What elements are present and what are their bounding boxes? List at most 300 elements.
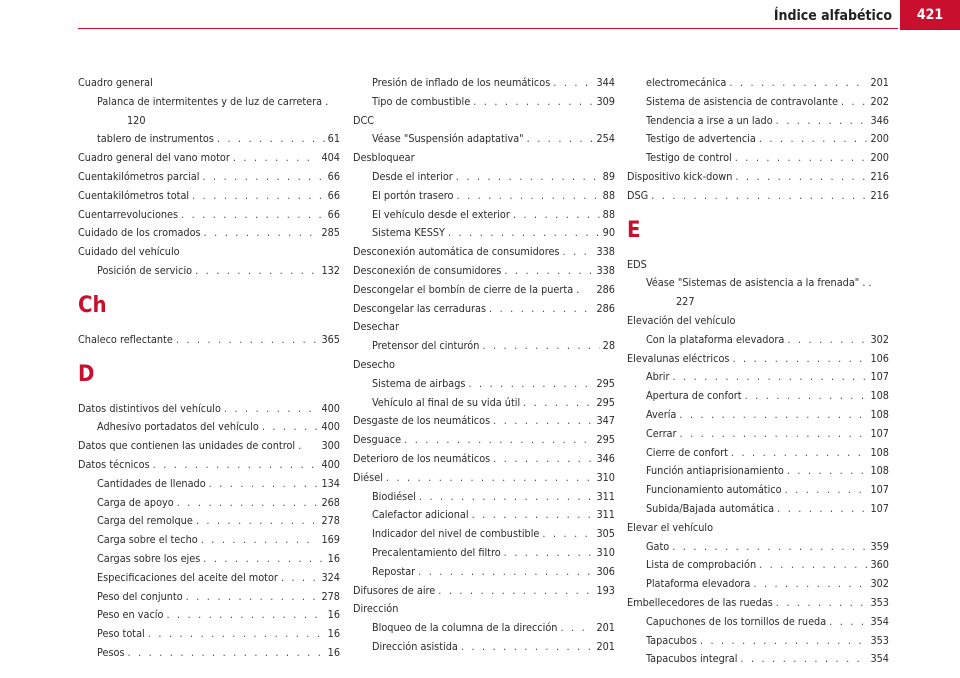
index-line [646, 500, 889, 519]
entry-term: Desgaste de los neumáticos [353, 414, 491, 428]
entry-term: Dirección [353, 602, 399, 616]
entry-page-number: 227 [676, 295, 695, 309]
leader-dots [489, 300, 593, 319]
entry-term: Desechar [353, 320, 399, 334]
index-subentry [78, 644, 340, 663]
entry-page-number: 309 [596, 94, 615, 108]
index-line [97, 550, 340, 569]
index-line [97, 418, 340, 437]
leader-dots [841, 93, 868, 112]
leader-dots [456, 168, 600, 187]
index-line [97, 588, 340, 607]
index-line [372, 563, 615, 582]
entry-page-number: 359 [870, 539, 889, 553]
index-subentry [627, 406, 889, 425]
entry-term: Elevación del vehículo [627, 313, 736, 327]
leader-dots [202, 168, 324, 187]
index-line [372, 638, 615, 657]
index-line [646, 368, 889, 387]
entry-page-number: 353 [870, 595, 889, 609]
leader-dots [448, 224, 600, 243]
index-letter-heading: D [78, 361, 95, 387]
entry-page-number: 107 [870, 426, 889, 440]
entry-term: Desde el interior [372, 169, 453, 183]
leader-dots [192, 187, 325, 206]
leader-dots [196, 512, 319, 531]
entry-term: Avería [646, 407, 677, 421]
entry-term: Datos técnicos [78, 457, 150, 471]
entry-term: Tapacubos [646, 633, 697, 647]
entry-term: Elevar el vehículo [627, 520, 714, 534]
index-line [353, 300, 615, 319]
index-line [353, 243, 615, 262]
leader-dots [224, 400, 319, 419]
leader-dots [504, 262, 593, 281]
entry-page-number: 302 [870, 332, 889, 346]
entry-page-number: 61 [327, 132, 340, 146]
entry-term: Deterioro de los neumáticos [353, 451, 491, 465]
index-column-3 [627, 74, 889, 669]
entry-term: Datos distintivos del vehículo [78, 401, 221, 415]
leader-dots [560, 619, 593, 638]
index-line [646, 538, 889, 557]
leader-dots [787, 331, 867, 350]
entry-page-number: 66 [327, 188, 340, 202]
entry-page-number: 360 [870, 558, 889, 572]
index-subentry [353, 506, 615, 525]
index-line [97, 262, 340, 281]
index-line [646, 556, 889, 575]
entry-term: Embellecedores de las ruedas [627, 595, 773, 609]
leader-dots [195, 262, 318, 281]
index-subentry [627, 425, 889, 444]
entry-term: Bloqueo de la columna de la dirección [372, 621, 558, 635]
index-entry [78, 331, 340, 350]
index-line [372, 619, 615, 638]
entry-term: Repostar [372, 564, 416, 578]
index-subentry [353, 563, 615, 582]
index-line [353, 431, 615, 450]
index-line [97, 606, 340, 625]
entry-page-number: 354 [870, 614, 889, 628]
index-entry [78, 456, 340, 475]
index-subentry [627, 613, 889, 632]
entry-term: Desbloquear [353, 151, 415, 165]
entry-term: electromecánica [646, 76, 727, 89]
entry-term: tablero de instrumentos [97, 132, 214, 146]
entry-term: Con la plataforma elevadora [646, 332, 785, 346]
index-line [646, 74, 889, 93]
entry-term: Capuchones de los tornillos de rueda [646, 614, 827, 628]
entry-page-number: 278 [321, 589, 340, 603]
index-line [97, 475, 340, 494]
leader-dots [493, 450, 593, 469]
leader-dots [493, 412, 593, 431]
index-entry [78, 206, 340, 225]
entry-page-number: 201 [596, 621, 615, 635]
entry-page-number: 278 [321, 514, 340, 528]
index-subentry [353, 337, 615, 356]
leader-dots [542, 525, 593, 544]
entry-page-number: 134 [321, 476, 340, 490]
index-entry [627, 256, 889, 275]
entry-term: Cuadro general del vano motor [78, 151, 230, 165]
index-line [372, 375, 615, 394]
leader-gap [579, 281, 596, 300]
leader-dots [745, 387, 868, 406]
entry-page-number: 268 [321, 495, 340, 509]
entry-page-number: 286 [596, 301, 615, 315]
index-subentry [353, 130, 615, 149]
index-line [97, 130, 340, 149]
entry-term: Adhesivo portadatos del vehículo [97, 420, 259, 434]
leader-dots [419, 488, 594, 507]
page-header [0, 0, 960, 34]
leader-dots [473, 93, 593, 112]
index-line [627, 594, 889, 613]
index-subentry [627, 481, 889, 500]
index-line [646, 481, 889, 500]
entry-page-number: 200 [870, 151, 889, 165]
index-line [353, 582, 615, 601]
entry-page-number: 346 [870, 113, 889, 127]
index-line [372, 206, 615, 225]
leader-dots [201, 531, 319, 550]
leader-dots [651, 187, 867, 206]
index-entry [353, 300, 615, 319]
leader-dots [418, 563, 593, 582]
entry-term: Desguace [353, 433, 402, 447]
index-letter-heading: E [627, 217, 641, 243]
leader-dots [461, 638, 594, 657]
index-entry [627, 350, 889, 369]
index-subentry [78, 262, 340, 281]
index-line [372, 394, 615, 413]
index-entry [78, 400, 340, 419]
index-subentry [627, 575, 889, 594]
index-line [372, 506, 615, 525]
index-entry [78, 224, 340, 243]
entry-term: Precalentamiento del filtro [372, 545, 501, 559]
index-subentry [627, 112, 889, 131]
entry-term: Datos que contienen las unidades de control . [78, 439, 302, 453]
leader-dots [457, 187, 600, 206]
entry-page-number: 107 [870, 483, 889, 497]
leader-dots [438, 582, 593, 601]
index-entry [627, 519, 889, 538]
entry-page-number: 310 [596, 470, 615, 484]
entry-term: Sistema de airbags [372, 376, 466, 390]
index-column-1 [78, 74, 340, 663]
entry-term: Tipo de combustible [372, 94, 471, 108]
entry-term: Descongelar las cerraduras [353, 301, 487, 315]
leader-dots [776, 112, 868, 131]
index-line [78, 400, 340, 419]
entry-term: Indicador del nivel de combustible [372, 527, 540, 541]
entry-term: Especificaciones del aceite del motor [97, 570, 278, 584]
entry-page-number: 400 [321, 420, 340, 434]
entry-term: Elevalunas eléctricos [627, 351, 730, 365]
index-line [646, 613, 889, 632]
index-entry [78, 149, 340, 168]
leader-dots [735, 168, 867, 187]
entry-page-number: 201 [596, 639, 615, 653]
index-subentry [78, 550, 340, 569]
leader-dots [759, 130, 868, 149]
index-subentry [353, 224, 615, 243]
index-subentry [353, 187, 615, 206]
leader-dots [472, 506, 594, 525]
leader-dots [217, 130, 325, 149]
leader-dots [203, 550, 324, 569]
entry-term: Vehículo al final de su vida útil [372, 395, 521, 409]
entry-term: Desecho [353, 357, 395, 371]
index-line [353, 450, 615, 469]
entry-page-number: 344 [596, 76, 615, 89]
entry-page-number: 16 [327, 645, 340, 659]
leader-dots [523, 394, 593, 413]
leader-dots [262, 418, 319, 437]
index-line [78, 206, 340, 225]
entry-term: Plataforma elevadora [646, 577, 751, 591]
leader-dots [735, 149, 868, 168]
index-subentry [627, 149, 889, 168]
index-subentry [627, 632, 889, 651]
index-subentry [78, 418, 340, 437]
leader-dots [527, 130, 594, 149]
entry-page-number: 108 [870, 389, 889, 403]
index-line [372, 525, 615, 544]
entry-term: Cuentakilómetros parcial [78, 169, 200, 183]
entry-page-number: 324 [321, 570, 340, 584]
index-subentry [353, 619, 615, 638]
leader-dots [753, 575, 867, 594]
index-entry [353, 243, 615, 262]
leader-dots [468, 375, 593, 394]
index-line [372, 93, 615, 112]
index-line [646, 406, 889, 425]
entry-page-number: 89 [602, 169, 615, 183]
entry-page-number: 347 [596, 414, 615, 428]
index-line [97, 625, 340, 644]
leader-dots [209, 475, 319, 494]
entry-term: DSG [627, 188, 649, 202]
index-subentry [627, 500, 889, 519]
entry-term: Cuentakilómetros total [78, 188, 190, 202]
entry-page-number: 354 [870, 652, 889, 666]
index-subentry [627, 387, 889, 406]
entry-page-number: 66 [327, 169, 340, 183]
index-subentry [627, 444, 889, 463]
entry-term: Difusores de aire [353, 583, 436, 597]
index-line [372, 488, 615, 507]
index-entry [627, 168, 889, 187]
leader-dots [731, 444, 868, 463]
index-subentry [78, 588, 340, 607]
entry-page-number: 107 [870, 370, 889, 384]
index-subentry [627, 368, 889, 387]
entry-term: Subida/Bajada automática [646, 501, 775, 515]
leader-dots [233, 149, 319, 168]
entry-term: Testigo de advertencia [646, 132, 756, 146]
leader-gap [301, 437, 321, 456]
index-subentry [353, 394, 615, 413]
entry-page-number: 353 [870, 633, 889, 647]
entry-page-number: 300 [321, 439, 340, 453]
index-subentry [353, 375, 615, 394]
entry-term: El portón trasero [372, 188, 454, 202]
index-subentry [353, 168, 615, 187]
leader-dots [729, 74, 867, 93]
index-subentry [353, 525, 615, 544]
entry-page-number: 311 [596, 489, 615, 503]
index-line [97, 569, 340, 588]
index-subentry [627, 331, 889, 350]
index-line [627, 187, 889, 206]
index-line [646, 93, 889, 112]
entry-page-number: 295 [596, 376, 615, 390]
index-subentry [353, 74, 615, 93]
entry-page-number: 310 [596, 545, 615, 559]
index-line [372, 337, 615, 356]
entry-page-number: 311 [596, 508, 615, 522]
entry-term: Descongelar el bombín de cierre de la puerta . [353, 282, 580, 296]
index-letter-heading: Ch [78, 292, 107, 318]
entry-term: Sistema de asistencia de contravolante [646, 94, 838, 108]
leader-dots [553, 74, 593, 93]
leader-dots [787, 462, 868, 481]
index-entry [78, 74, 340, 93]
index-subentry [353, 638, 615, 657]
entry-page-number: 88 [602, 188, 615, 202]
index-subentry [78, 494, 340, 513]
entry-page-number: 286 [596, 282, 615, 296]
index-line [97, 644, 340, 663]
entry-term: Dirección asistida [372, 639, 458, 653]
entry-term: Carga de apoyo [97, 495, 174, 509]
index-line [646, 387, 889, 406]
leader-dots [563, 243, 594, 262]
entry-term: EDS [627, 257, 647, 271]
entry-page-number: 306 [596, 564, 615, 578]
index-subentry [353, 488, 615, 507]
index-subentry [78, 569, 340, 588]
index-line [646, 112, 889, 131]
entry-term: Chaleco reflectante [78, 332, 173, 346]
leader-dots [177, 494, 319, 513]
leader-dots [777, 500, 867, 519]
entry-term: Carga del remolque [97, 514, 193, 528]
entry-page-number: 88 [602, 207, 615, 221]
index-subentry [78, 531, 340, 550]
entry-term: Peso total [97, 627, 145, 641]
index-line [353, 412, 615, 431]
entry-page-number: 108 [870, 407, 889, 421]
entry-term: Función antiaprisionamiento [646, 464, 784, 478]
entry-term: Carga sobre el techo [97, 533, 198, 547]
index-entry [78, 437, 340, 456]
entry-page-number: 305 [596, 527, 615, 541]
index-entry [78, 243, 340, 262]
index-entry [353, 356, 615, 375]
entry-page-number: 107 [870, 501, 889, 515]
index-entry [627, 187, 889, 206]
entry-term: Cargas sobre los ejes [97, 551, 201, 565]
index-subentry [627, 650, 889, 669]
index-line [646, 575, 889, 594]
entry-page-number: 338 [596, 263, 615, 277]
entry-page-number: 285 [321, 226, 340, 240]
index-line [646, 632, 889, 651]
index-line [372, 187, 615, 206]
entry-term: Peso en vacío [97, 608, 164, 622]
index-entry [353, 450, 615, 469]
leader-dots [700, 632, 868, 651]
index-column-2 [353, 74, 615, 657]
entry-page-number: 169 [321, 533, 340, 547]
index-entry [353, 469, 615, 488]
leader-dots [166, 606, 324, 625]
index-line [78, 187, 340, 206]
entry-page-number: 400 [321, 457, 340, 471]
leader-dots [504, 544, 594, 563]
index-entry [353, 600, 615, 619]
index-entry [627, 594, 889, 613]
index-line [353, 262, 615, 281]
entry-term: Tapacubos integral [646, 652, 738, 666]
entry-term: Funcionamiento automático [646, 483, 782, 497]
entry-page-number: 346 [596, 451, 615, 465]
entry-term: Biodiésel [372, 489, 416, 503]
entry-term: Desconexión automática de consumidores [353, 245, 560, 259]
entry-page-number: 338 [596, 245, 615, 259]
index-line [646, 425, 889, 444]
entry-term: Cuentarrevoluciones [78, 207, 179, 221]
index-entry [353, 412, 615, 431]
index-entry [353, 431, 615, 450]
entry-term: Dispositivo kick-down [627, 169, 733, 183]
index-subentry [78, 512, 340, 531]
index-line [646, 444, 889, 463]
entry-term: Diésel [353, 470, 383, 484]
entry-term: Gato [646, 539, 670, 553]
entry-term: Cierre de confort [646, 445, 728, 459]
index-line [97, 512, 340, 531]
index-entry [627, 312, 889, 331]
page-title: Índice alfabético [773, 8, 892, 24]
entry-page-number: 108 [870, 464, 889, 478]
entry-term: Pretensor del cinturón [372, 339, 480, 353]
index-subentry [627, 93, 889, 112]
leader-dots [128, 644, 325, 663]
leader-dots [740, 650, 867, 669]
index-line [78, 224, 340, 243]
entry-page-number: 16 [327, 608, 340, 622]
index-subentry [78, 475, 340, 494]
entry-page-number: 295 [596, 395, 615, 409]
entry-term: Desconexión de consumidores [353, 263, 502, 277]
entry-term: Cerrar [646, 426, 677, 440]
leader-dots [386, 469, 594, 488]
leader-dots [153, 456, 319, 475]
entry-page-number: 28 [602, 339, 615, 353]
index-entry [353, 318, 615, 337]
leader-dots [679, 406, 867, 425]
entry-page-number: 202 [870, 94, 889, 108]
leader-dots [732, 350, 867, 369]
index-subentry [627, 538, 889, 557]
header-divider [78, 28, 898, 29]
